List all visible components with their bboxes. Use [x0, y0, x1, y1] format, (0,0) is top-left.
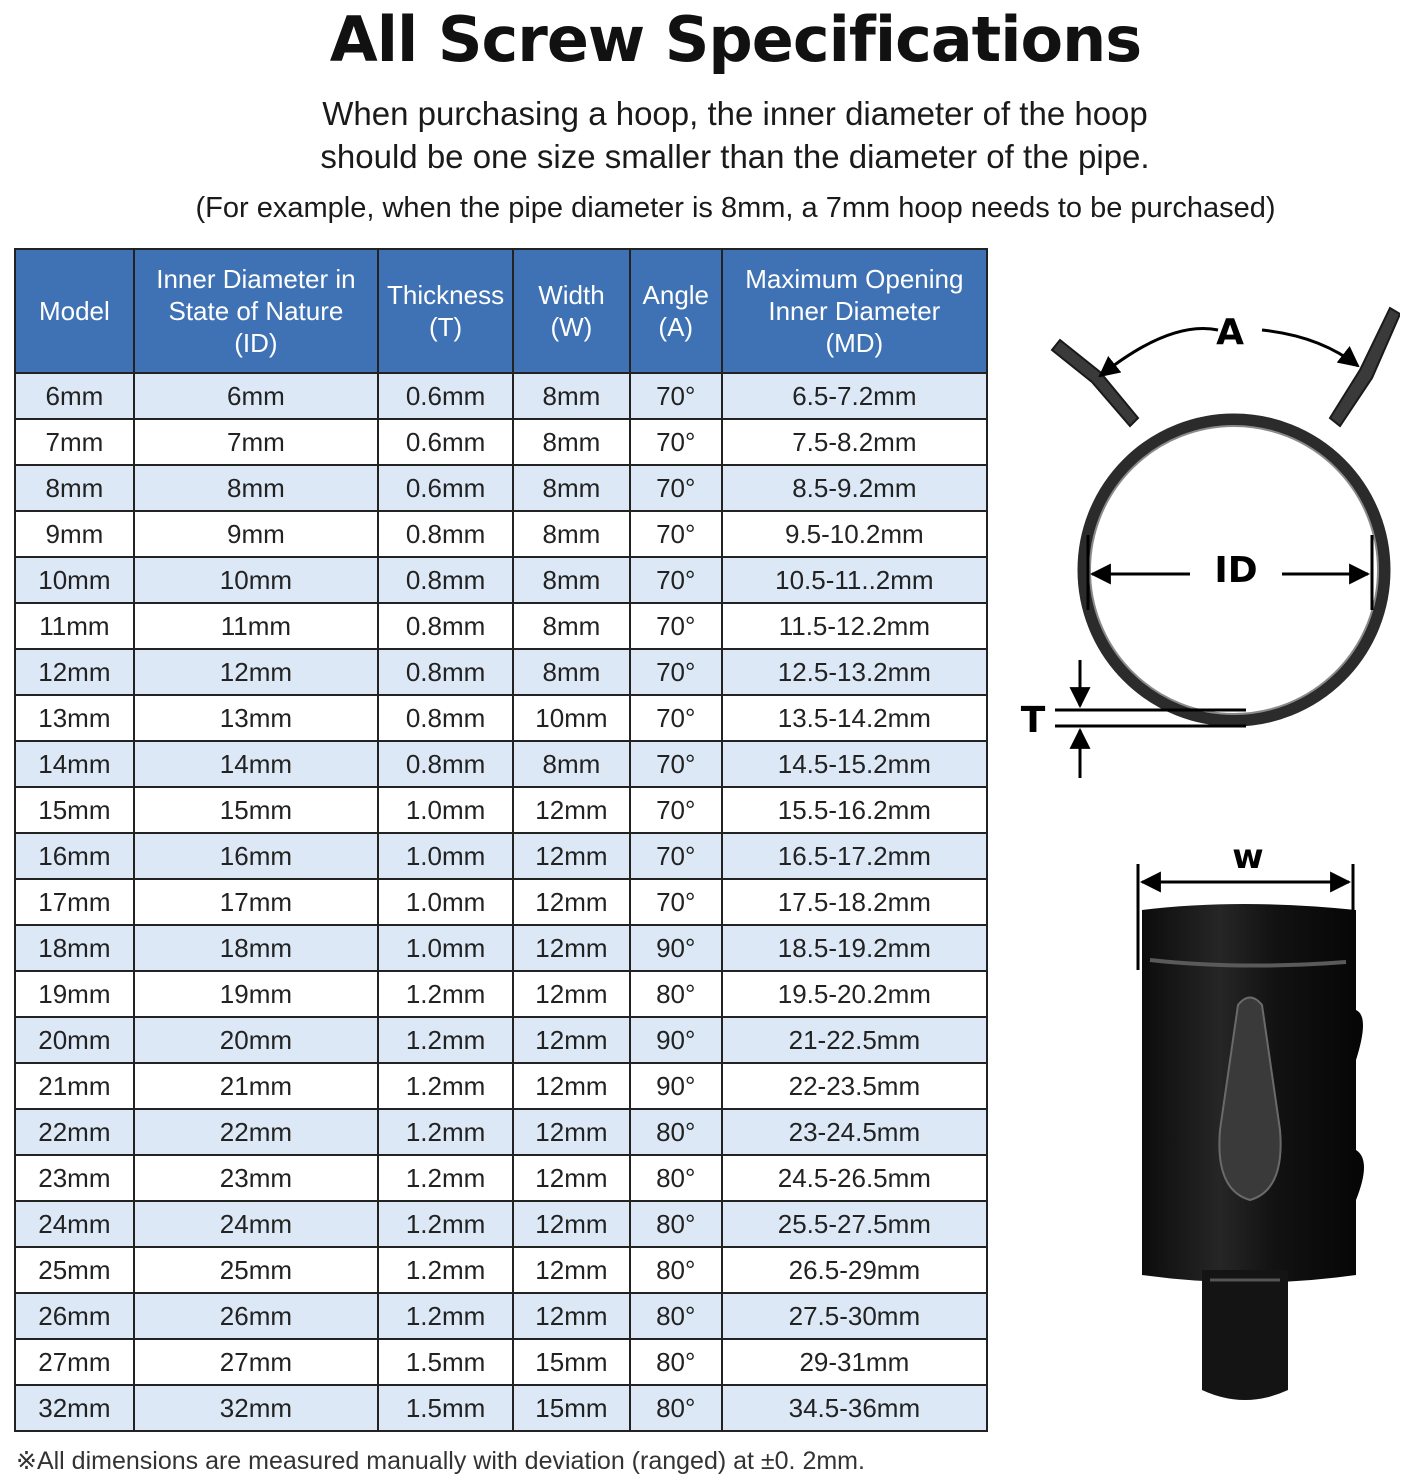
table-cell: 90° — [630, 1063, 722, 1109]
table-cell: 21-22.5mm — [722, 1017, 987, 1063]
table-cell: 32mm — [15, 1385, 134, 1431]
table-cell: 0.8mm — [378, 603, 513, 649]
table-cell: 7.5-8.2mm — [722, 419, 987, 465]
table-cell: 10mm — [134, 557, 378, 603]
table-row — [15, 649, 987, 695]
table-cell: 9mm — [15, 511, 134, 557]
table-cell: 1.2mm — [378, 1201, 513, 1247]
column-header-line: (MD) — [825, 328, 884, 358]
column-header-line: State of Nature — [168, 296, 344, 326]
table-cell: 1.2mm — [378, 1109, 513, 1155]
column-header-line: Model — [38, 296, 110, 326]
table-cell: 8.5-9.2mm — [722, 465, 987, 511]
table-cell: 12mm — [134, 649, 378, 695]
table-row — [15, 603, 987, 649]
table-cell: 11mm — [15, 603, 134, 649]
subtitle-line-1: When purchasing a hoop, the inner diameter of the hoop — [322, 95, 1148, 132]
table-cell: 22mm — [15, 1109, 134, 1155]
table-cell: 16mm — [134, 833, 378, 879]
table-cell: 7mm — [134, 419, 378, 465]
table-cell: 8mm — [513, 649, 630, 695]
table-row — [15, 971, 987, 1017]
column-header-line: (ID) — [234, 328, 278, 358]
table-cell: 90° — [630, 1017, 722, 1063]
table-cell: 15mm — [15, 787, 134, 833]
table-cell: 10.5-11..2mm — [722, 557, 987, 603]
table-cell: 12mm — [513, 1201, 630, 1247]
column-header — [134, 249, 378, 373]
table-cell: 13mm — [134, 695, 378, 741]
column-header — [15, 249, 134, 373]
column-header — [722, 249, 987, 373]
table-row — [15, 1201, 987, 1247]
table-cell: 70° — [630, 879, 722, 925]
table-cell: 1.0mm — [378, 879, 513, 925]
table-cell: 9.5-10.2mm — [722, 511, 987, 557]
table-cell: 70° — [630, 649, 722, 695]
table-cell: 9mm — [134, 511, 378, 557]
table-cell: 1.2mm — [378, 971, 513, 1017]
table-cell: 70° — [630, 511, 722, 557]
table-cell: 80° — [630, 1109, 722, 1155]
table-cell: 70° — [630, 787, 722, 833]
column-header-line: (T) — [428, 312, 463, 342]
table-body — [15, 373, 987, 1431]
table-cell: 18mm — [15, 925, 134, 971]
subtitle-line-2: should be one size smaller than the diameter of the pipe. — [320, 138, 1150, 175]
table-cell: 24.5-26.5mm — [722, 1155, 987, 1201]
table-row — [15, 419, 987, 465]
column-header-line: Inner Diameter — [768, 296, 941, 326]
column-header-line: (A) — [658, 312, 694, 342]
column-header — [378, 249, 513, 373]
table-cell: 26.5-29mm — [722, 1247, 987, 1293]
width-label: w — [1232, 837, 1264, 877]
angle-arc-right — [1262, 330, 1358, 366]
table-cell: 70° — [630, 557, 722, 603]
table-row — [15, 465, 987, 511]
table-cell: 25mm — [15, 1247, 134, 1293]
table-cell: 29-31mm — [722, 1339, 987, 1385]
table-cell: 16.5-17.2mm — [722, 833, 987, 879]
table-cell: 12mm — [513, 787, 630, 833]
table-cell: 12mm — [513, 971, 630, 1017]
table-cell: 0.6mm — [378, 465, 513, 511]
table-cell: 8mm — [513, 373, 630, 419]
table-cell: 10mm — [513, 695, 630, 741]
table-cell: 17mm — [15, 879, 134, 925]
table-row — [15, 557, 987, 603]
table-row — [15, 373, 987, 419]
table-cell: 16mm — [15, 833, 134, 879]
table-row — [15, 879, 987, 925]
table-cell: 6mm — [15, 373, 134, 419]
column-header — [630, 249, 722, 373]
column-header-line: Thickness — [387, 280, 505, 310]
table-cell: 14.5-15.2mm — [722, 741, 987, 787]
page-title: All Screw Specifications — [329, 3, 1142, 76]
table-cell: 80° — [630, 1155, 722, 1201]
table-cell: 12mm — [513, 1063, 630, 1109]
table-row — [15, 925, 987, 971]
table-cell: 0.8mm — [378, 511, 513, 557]
column-header-line: Inner Diameter in — [156, 264, 356, 294]
table-cell: 15mm — [134, 787, 378, 833]
spec-table — [14, 248, 988, 1432]
table-cell: 13mm — [15, 695, 134, 741]
table-cell: 1.0mm — [378, 833, 513, 879]
table-cell: 1.0mm — [378, 925, 513, 971]
table-cell: 80° — [630, 1293, 722, 1339]
table-cell: 24mm — [15, 1201, 134, 1247]
table-cell: 90° — [630, 925, 722, 971]
table-row — [15, 1017, 987, 1063]
table-cell: 1.2mm — [378, 1063, 513, 1109]
table-cell: 8mm — [513, 557, 630, 603]
clip-side-photo — [1120, 830, 1380, 1420]
table-cell: 0.8mm — [378, 557, 513, 603]
footnote: ※All dimensions are measured manually with deviation (ranged) at ±0. 2mm. — [16, 1447, 865, 1475]
table-cell: 8mm — [513, 465, 630, 511]
table-cell: 11mm — [134, 603, 378, 649]
table-header-row — [15, 249, 987, 373]
clip-right-tab — [1330, 308, 1400, 426]
table-cell: 26mm — [15, 1293, 134, 1339]
table-cell: 34.5-36mm — [722, 1385, 987, 1431]
table-cell: 23mm — [15, 1155, 134, 1201]
table-cell: 22mm — [134, 1109, 378, 1155]
table-row — [15, 1109, 987, 1155]
clip-diagram — [1000, 290, 1400, 800]
table-cell: 6mm — [134, 373, 378, 419]
table-cell: 12mm — [513, 1109, 630, 1155]
table-row — [15, 1339, 987, 1385]
table-row — [15, 511, 987, 557]
table-row — [15, 1155, 987, 1201]
table-cell: 27.5-30mm — [722, 1293, 987, 1339]
table-cell: 8mm — [15, 465, 134, 511]
table-cell: 8mm — [513, 419, 630, 465]
table-row — [15, 695, 987, 741]
table-cell: 1.0mm — [378, 787, 513, 833]
table-cell: 11.5-12.2mm — [722, 603, 987, 649]
table-cell: 8mm — [513, 511, 630, 557]
table-cell: 19.5-20.2mm — [722, 971, 987, 1017]
table-cell: 70° — [630, 373, 722, 419]
table-cell: 19mm — [134, 971, 378, 1017]
table-row — [15, 1063, 987, 1109]
table-cell: 20mm — [15, 1017, 134, 1063]
table-cell: 25.5-27.5mm — [722, 1201, 987, 1247]
id-label: ID — [1214, 550, 1258, 591]
table-cell: 0.6mm — [378, 419, 513, 465]
table-cell: 12.5-13.2mm — [722, 649, 987, 695]
subtitle — [230, 92, 1240, 178]
table-cell: 27mm — [134, 1339, 378, 1385]
table-cell: 10mm — [15, 557, 134, 603]
clip-left-tab — [1052, 340, 1138, 426]
table-cell: 14mm — [15, 741, 134, 787]
table-cell: 19mm — [15, 971, 134, 1017]
table-cell: 80° — [630, 1201, 722, 1247]
angle-arc — [1100, 328, 1218, 376]
table-row — [15, 1385, 987, 1431]
table-cell: 6.5-7.2mm — [722, 373, 987, 419]
table-cell: 18mm — [134, 925, 378, 971]
table-cell: 12mm — [15, 649, 134, 695]
table-cell: 1.5mm — [378, 1385, 513, 1431]
table-cell: 22-23.5mm — [722, 1063, 987, 1109]
table-row — [15, 1247, 987, 1293]
table-row — [15, 1293, 987, 1339]
table-cell: 0.8mm — [378, 695, 513, 741]
table-cell: 12mm — [513, 879, 630, 925]
table-cell: 0.8mm — [378, 741, 513, 787]
table-cell: 12mm — [513, 1293, 630, 1339]
table-cell: 8mm — [134, 465, 378, 511]
table-row — [15, 741, 987, 787]
table-cell: 12mm — [513, 1247, 630, 1293]
table-cell: 80° — [630, 1339, 722, 1385]
table-cell: 14mm — [134, 741, 378, 787]
table-cell: 80° — [630, 1385, 722, 1431]
table-cell: 80° — [630, 1247, 722, 1293]
table-cell: 1.5mm — [378, 1339, 513, 1385]
band-tab — [1202, 1270, 1288, 1400]
column-header — [513, 249, 630, 373]
table-cell: 70° — [630, 695, 722, 741]
column-header-line: (W) — [550, 312, 593, 342]
table-cell: 1.2mm — [378, 1017, 513, 1063]
table-cell: 8mm — [513, 603, 630, 649]
table-cell: 12mm — [513, 833, 630, 879]
table-cell: 12mm — [513, 1155, 630, 1201]
table-cell: 21mm — [15, 1063, 134, 1109]
table-cell: 8mm — [513, 741, 630, 787]
table-cell: 21mm — [134, 1063, 378, 1109]
table-cell: 1.2mm — [378, 1293, 513, 1339]
table-cell: 32mm — [134, 1385, 378, 1431]
table-row — [15, 833, 987, 879]
thickness-label: T — [1020, 700, 1046, 741]
table-cell: 70° — [630, 419, 722, 465]
table-row — [15, 787, 987, 833]
table-cell: 80° — [630, 971, 722, 1017]
table-cell: 18.5-19.2mm — [722, 925, 987, 971]
table-cell: 0.6mm — [378, 373, 513, 419]
table-cell: 13.5-14.2mm — [722, 695, 987, 741]
table-cell: 70° — [630, 465, 722, 511]
table-cell: 12mm — [513, 925, 630, 971]
table-cell: 23mm — [134, 1155, 378, 1201]
table-cell: 17.5-18.2mm — [722, 879, 987, 925]
table-cell: 26mm — [134, 1293, 378, 1339]
table-cell: 24mm — [134, 1201, 378, 1247]
table-cell: 70° — [630, 833, 722, 879]
table-cell: 70° — [630, 741, 722, 787]
table-cell: 12mm — [513, 1017, 630, 1063]
example-note: (For example, when the pipe diameter is 8mm, a 7mm hoop needs to be purchased) — [195, 192, 1276, 224]
column-header-line: Width — [538, 280, 605, 310]
column-header-line: Angle — [642, 280, 710, 310]
table-cell: 1.2mm — [378, 1247, 513, 1293]
table-cell: 0.8mm — [378, 649, 513, 695]
table-cell: 17mm — [134, 879, 378, 925]
table-cell: 23-24.5mm — [722, 1109, 987, 1155]
table-cell: 15.5-16.2mm — [722, 787, 987, 833]
table-cell: 25mm — [134, 1247, 378, 1293]
table-cell: 20mm — [134, 1017, 378, 1063]
table-cell: 15mm — [513, 1385, 630, 1431]
column-header-line: Maximum Opening — [745, 264, 964, 294]
table-cell: 7mm — [15, 419, 134, 465]
table-cell: 1.2mm — [378, 1155, 513, 1201]
table-cell: 27mm — [15, 1339, 134, 1385]
table-cell: 15mm — [513, 1339, 630, 1385]
angle-label: A — [1216, 312, 1244, 353]
table-cell: 70° — [630, 603, 722, 649]
